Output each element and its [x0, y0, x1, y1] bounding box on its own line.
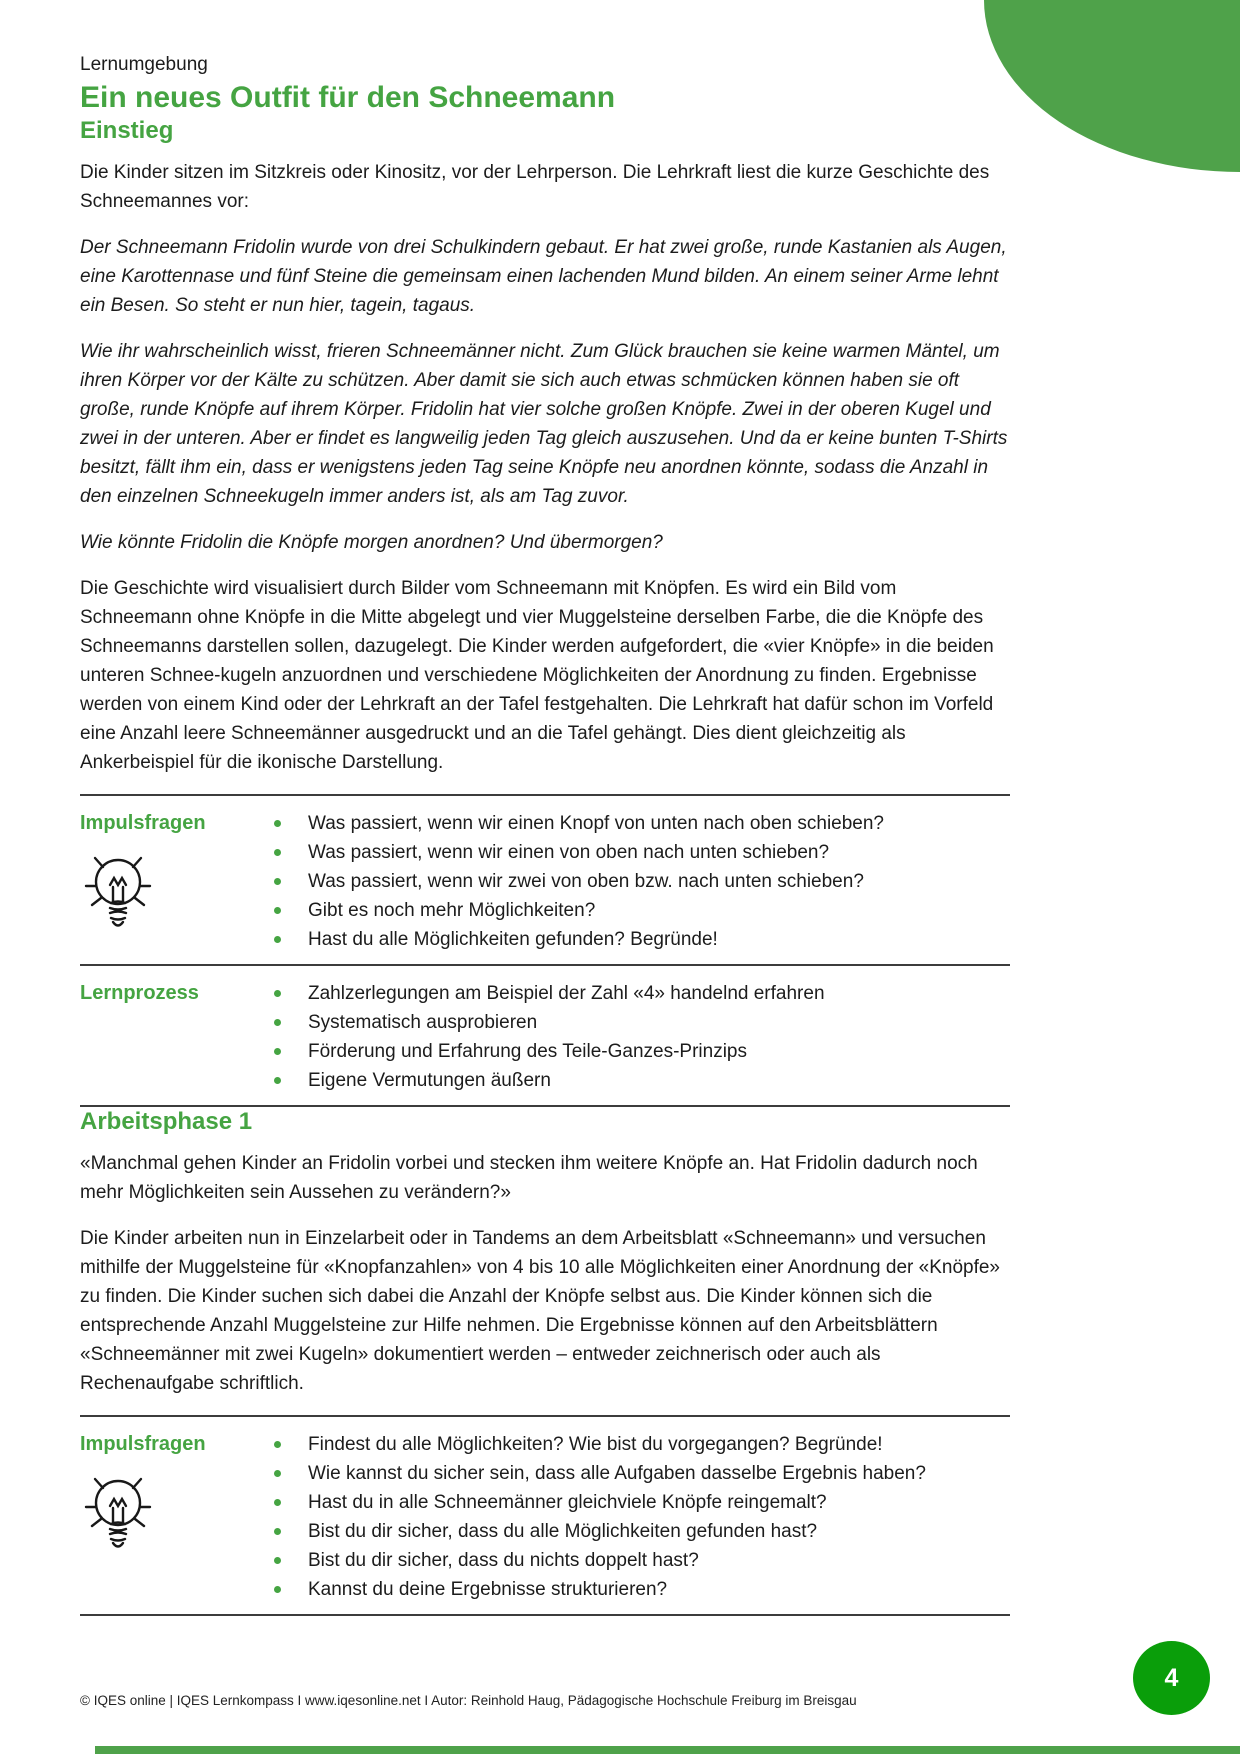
impulsfragen-label-cell — [80, 809, 272, 954]
list-item: Hast du alle Möglichkeiten gefunden? Begründe! — [272, 925, 1010, 954]
list-item: Was passiert, wenn wir einen von oben nach unten schieben? — [272, 838, 1010, 867]
list-item: Gibt es noch mehr Möglichkeiten? — [272, 896, 1010, 925]
list-item: Zahlzerlegungen am Beispiel der Zahl «4» handelnd erfahren — [272, 979, 1010, 1008]
impulsfragen2-label: Impulsfragen — [80, 1433, 206, 1455]
lernprozess-label-cell — [80, 979, 272, 1095]
quote-paragraph: «Manchmal gehen Kinder an Fridolin vorbei und stecken ihm weitere Knöpfe an. Hat Fridolin dadurch noch mehr Möglichkeiten sein Aussehen zu verändern?» — [80, 1153, 978, 1203]
story-paragraph: Der Schneemann Fridolin wurde von drei Schulkindern gebaut. Er hat zwei große, runde Kastanien als Augen, eine Karottennase und fünf Steine die gemeinsam einen lachenden Mund bilden. An einem seiner Arme lehnt ein Besen. So steht er nun hier, tagein, tagaus. — [80, 237, 1007, 316]
list-item: Findest du alle Möglichkeiten? Wie bist du vorgegangen? Begründe! — [272, 1430, 1010, 1459]
paragraph: Die Geschichte wird visualisiert durch Bilder vom Schneemann mit Knöpfen. Es wird ein Bild vom Schneemann ohne Knöpfe in die Mitte abgelegt und vier Muggelsteine derselben Farbe, die die Knöpfe des Schneemanns darstellen sollen, dazugelegt. Die Kinder werden aufgefordert, die «vier Knöpfe» in die beiden unteren Schnee-kugeln anzuordnen und verschiedene Möglichkeiten der Anordnung zu finden. Ergebnisse werden von einem Kind oder der Lehrkraft an der Tafel festgehalten. Die Lehrkraft hat dafür schon im Vorfeld eine Anzahl leere Schneemänner ausgedruckt und an die Tafel gehängt. Dies dient gleichzeitig als Ankerbeispiel für die ikonische Darstellung. — [80, 578, 994, 773]
section-heading-einstieg: Einstieg — [80, 117, 174, 144]
impulsfragen-row-2 — [80, 1415, 1010, 1616]
list-item: Was passiert, wenn wir einen Knopf von unten nach oben schieben? — [272, 809, 1010, 838]
lightbulb-icon — [82, 845, 154, 941]
paragraph: Die Kinder sitzen im Sitzkreis oder Kinositz, vor der Lehrperson. Die Lehrkraft liest die kurze Geschichte des Schneemannes vor: — [80, 162, 990, 212]
section-heading-arbeitsphase-1: Arbeitsphase 1 — [80, 1108, 253, 1135]
page-number-badge — [1133, 1641, 1210, 1715]
list-item: Was passiert, wenn wir zwei von oben bzw. nach unten schieben? — [272, 867, 1010, 896]
paragraph: Die Kinder arbeiten nun in Einzelarbeit oder in Tandems an dem Arbeitsblatt «Schneemann» und versuchen mithilfe der Muggelsteine für «Knopfanzahlen» von 4 bis 10 alle Möglichkeiten einer Anordnung der «Knöpfe» zu finden. Die Kinder suchen sich dabei die Anzahl der Knöpfe selbst aus. Die Kinder können sich die entsprechende Anzahl Muggelsteine zur Hilfe nehmen. Die Ergebnisse können auf den Arbeitsblättern «Schneemänner mit zwei Kugeln» dokumentiert werden – entweder zeichnerisch oder auch als Rechenaufgabe schriftlich. — [80, 1228, 1000, 1394]
list-item: Bist du dir sicher, dass du alle Möglichkeiten gefunden hast? — [272, 1517, 1010, 1546]
list-item: Wie kannst du sicher sein, dass alle Aufgaben dasselbe Ergebnis haben? — [272, 1459, 1010, 1488]
list-item: Hast du in alle Schneemänner gleichviele Knöpfe reingemalt? — [272, 1488, 1010, 1517]
list-item: Förderung und Erfahrung des Teile-Ganzes-Prinzips — [272, 1037, 1010, 1066]
lernprozess-label: Lernprozess — [80, 982, 199, 1004]
page-title: Ein neues Outfit für den Schneemann — [80, 81, 616, 114]
impulsfragen2-label-cell — [80, 1430, 272, 1604]
lernprozess-row — [80, 964, 1010, 1105]
impulsfragen-list — [272, 809, 1010, 954]
lightbulb-icon — [82, 1466, 154, 1562]
list-item: Bist du dir sicher, dass du nichts doppelt hast? — [272, 1546, 1010, 1575]
lernprozess-list — [272, 979, 1010, 1095]
corner-decoration — [984, 0, 1240, 172]
story-paragraph: Wie ihr wahrscheinlich wisst, frieren Schneemänner nicht. Zum Glück brauchen sie keine warmen Mäntel, um ihren Körper vor der Kälte zu schützen. Aber damit sie sich auch etwas schmücken können haben sie oft große, runde Knöpfe auf ihrem Körper. Fridolin hat vier solche großen Knöpfe. Zwei in der oberen Kugel und zwei in der unteren. Aber er findet es langweilig jeden Tag gleich auszusehen. Und da er keine bunten T-Shirts besitzt, fällt ihm ein, dass er wenigstens jeden Tag seine Knöpfe neu anordnen könnte, sodass die Anzahl in den einzelnen Schneekugeln immer anders ist, als am Tag zuvor. — [80, 341, 1008, 507]
info-table — [80, 794, 1010, 1107]
page-number: 4 — [1164, 1663, 1179, 1692]
impulsfragen2-list — [272, 1430, 1010, 1604]
list-item: Kannst du deine Ergebnisse strukturieren? — [272, 1575, 1010, 1604]
story-question: Wie könnte Fridolin die Knöpfe morgen anordnen? Und übermorgen? — [80, 532, 663, 553]
footer-credit: © IQES online | IQES Lernkompass I www.iqesonline.net I Autor: Reinhold Haug, Pädagogische Hochschule Freiburg im Breisgau — [80, 1693, 857, 1708]
list-item: Eigene Vermutungen äußern — [272, 1066, 1010, 1095]
impulsfragen-label: Impulsfragen — [80, 812, 206, 834]
document-category: Lernumgebung — [80, 54, 208, 75]
page-content — [80, 0, 1010, 1616]
bottom-bar-decoration — [95, 1746, 1240, 1754]
impulsfragen-row — [80, 794, 1010, 964]
list-item: Systematisch ausprobieren — [272, 1008, 1010, 1037]
